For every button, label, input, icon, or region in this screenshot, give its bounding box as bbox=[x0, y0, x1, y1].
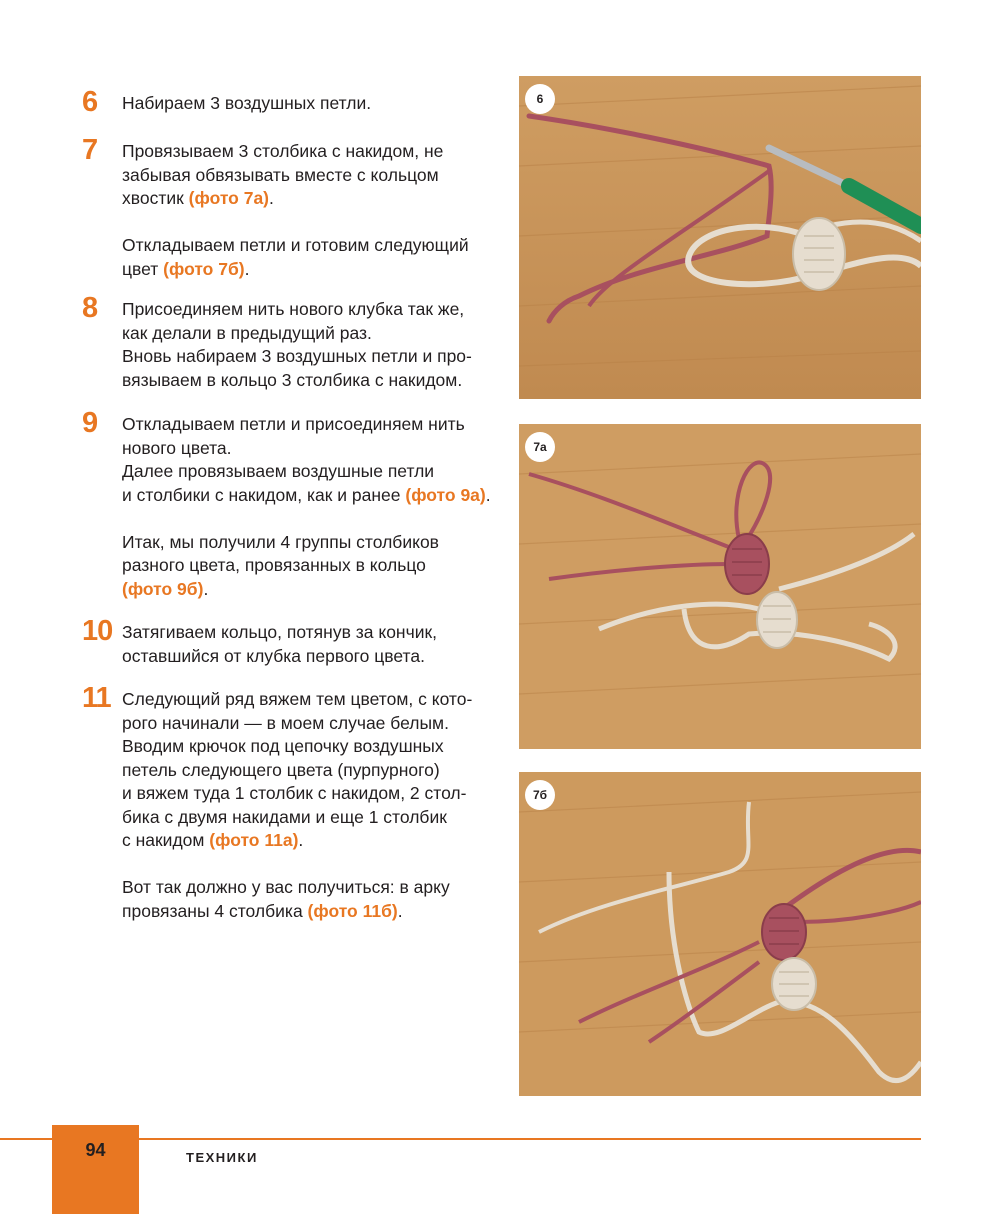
photo-reference: (фото 11а) bbox=[209, 830, 299, 850]
text-line: оставшийся от клубка первого цвета. bbox=[122, 645, 425, 666]
text-line: цвет (фото 7б). bbox=[122, 258, 250, 279]
text-line: Провязываем 3 столбика с накидом, не bbox=[122, 141, 444, 161]
step-paragraph bbox=[122, 413, 502, 507]
photo-reference: (фото 7а) bbox=[188, 188, 270, 208]
text-line: Присоединяем нить нового клубка так же, bbox=[122, 299, 465, 319]
text-line: и столбики с накидом, как и ранее (фото 9а). bbox=[122, 484, 491, 505]
text-line: Вот так должно у вас получиться: в арку bbox=[122, 877, 450, 897]
photo-7b bbox=[519, 772, 921, 1096]
text-line: Следующий ряд вяжем тем цветом, с кото- bbox=[122, 689, 473, 709]
text-line: Откладываем петли и готовим следующий bbox=[122, 235, 469, 255]
text-line: и вяжем туда 1 столбик с накидом, 2 стол- bbox=[122, 783, 467, 803]
text-line: разного цвета, провязанных в кольцо bbox=[122, 555, 426, 575]
photo-label: 6 bbox=[525, 84, 555, 114]
photo-reference: (фото 9а) bbox=[405, 484, 486, 505]
step-paragraph bbox=[122, 92, 502, 116]
text-line: Далее провязываем воздушные петли bbox=[122, 461, 435, 481]
text-line: рого начинали — в моем случае белым. bbox=[122, 712, 449, 733]
photo-6 bbox=[519, 76, 921, 399]
page-number: 94 bbox=[85, 1140, 106, 1160]
step-paragraph bbox=[122, 688, 502, 853]
photo-reference: (фото 7б) bbox=[163, 258, 245, 279]
step-8 bbox=[82, 292, 502, 392]
step-number: 6 bbox=[82, 86, 98, 118]
text-line: Итак, мы получили 4 группы столбиков bbox=[122, 531, 439, 552]
text-line: хвостик (фото 7а). bbox=[122, 188, 274, 208]
step-9 bbox=[82, 407, 502, 601]
section-title: ТЕХНИКИ bbox=[186, 1150, 258, 1165]
step-number: 9 bbox=[82, 407, 98, 439]
step-paragraph bbox=[122, 621, 502, 668]
step-paragraph bbox=[122, 531, 502, 602]
text-line: Набираем 3 воздушных петли. bbox=[122, 93, 372, 113]
photo-reference: (фото 11б) bbox=[307, 900, 398, 921]
step-paragraph bbox=[122, 876, 502, 923]
step-number: 10 bbox=[82, 615, 113, 647]
text-line: бика с двумя накидами и еще 1 столбик bbox=[122, 806, 447, 827]
photo-reference: (фото 9б) bbox=[122, 578, 204, 599]
step-paragraph bbox=[122, 298, 502, 392]
step-11 bbox=[82, 682, 502, 923]
step-number: 11 bbox=[82, 682, 111, 714]
text-line: нового цвета. bbox=[122, 437, 232, 458]
text-line: как делали в предыдущий раз. bbox=[122, 322, 372, 343]
text-line: забывая обвязывать вместе с кольцом bbox=[122, 164, 439, 185]
step-number: 8 bbox=[82, 292, 98, 324]
photo-7b-illustration bbox=[519, 772, 921, 1096]
step-number: 7 bbox=[82, 134, 98, 166]
text-line: (фото 9б). bbox=[122, 578, 209, 599]
photo-7a bbox=[519, 424, 921, 749]
text-line: вязываем в кольцо 3 столбика с накидом. bbox=[122, 369, 463, 390]
photo-label: 7а bbox=[525, 432, 555, 462]
text-line: Вновь набираем 3 воздушных петли и про- bbox=[122, 346, 472, 366]
text-line: Откладываем петли и присоединяем нить bbox=[122, 414, 465, 434]
step-7 bbox=[82, 134, 502, 281]
text-line: петель следующего цвета (пурпурного) bbox=[122, 759, 440, 780]
step-10 bbox=[82, 615, 502, 668]
photo-7a-illustration bbox=[519, 424, 921, 749]
photo-label: 7б bbox=[525, 780, 555, 810]
text-line: Вводим крючок под цепочку воздушных bbox=[122, 736, 444, 756]
text-line: с накидом (фото 11а). bbox=[122, 830, 304, 850]
step-paragraph bbox=[122, 140, 502, 211]
text-line: провязаны 4 столбика (фото 11б). bbox=[122, 900, 403, 921]
step-6 bbox=[82, 86, 502, 118]
page-number-box bbox=[52, 1125, 139, 1214]
step-paragraph bbox=[122, 234, 502, 281]
text-line: Затягиваем кольцо, потянув за кончик, bbox=[122, 622, 438, 642]
photo-6-illustration bbox=[519, 76, 921, 399]
